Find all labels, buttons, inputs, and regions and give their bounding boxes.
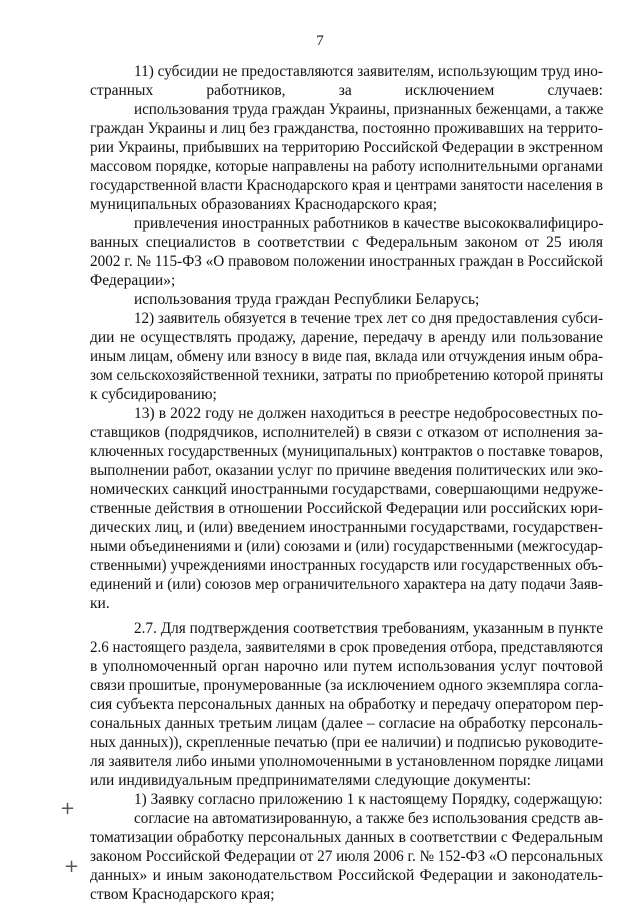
- text-line: сия субъекта персональных данных на обработку и передачу оператором пер-: [90, 696, 604, 713]
- text-line: дии не осуществлять продажу, дарение, передачу в аренду или пользование: [90, 329, 603, 346]
- text-line: ки.: [90, 595, 110, 612]
- text-line: ванных специалистов в соответствии с Федеральным законом от 25 июля: [90, 234, 603, 251]
- text-line: дических лиц, и (или) введением иностранными государствами, государствен-: [90, 519, 603, 536]
- text-line: 2002 г. № 115-ФЗ «О правовом положении иностранных граждан в Российской: [90, 253, 604, 270]
- text-line: привлечения иностранных работников в качестве высококвалифициро-: [134, 215, 604, 232]
- text-line: единений и (или) союзов мер ограничительного характера на дату подачи Заяв-: [90, 576, 603, 593]
- text-line: номических санкций иностранными государствами, совершающими недруже-: [90, 481, 604, 498]
- text-line: граждан Украины и лиц без гражданства, постоянно проживавших на террито-: [90, 120, 603, 137]
- text-line: сональных данных третьим лицам (далее – согласие на обработку персональ-: [90, 715, 603, 732]
- text-line: ственные действия в отношении Российской Федерации или российских юри-: [90, 500, 604, 517]
- text-line: согласие на автоматизированную, а также без использования средств ав-: [134, 810, 604, 827]
- text-line: выполнении работ, оказании услуг по причине введения политических или эко-: [90, 462, 603, 479]
- text-line: использования труда граждан Украины, признанных беженцами, а также: [134, 101, 604, 118]
- text-line: ственными) учреждениями иностранных государств или государственных объ-: [90, 557, 604, 574]
- text-line: к субсидированию;: [90, 386, 217, 403]
- text-line: рии Украины, прибывших на территорию Российской Федерации в экстренном: [90, 139, 603, 156]
- text-line: связи прошитые, пронумерованные (за исключением одного экземпляра согла-: [90, 677, 604, 694]
- text-line: ключенных государственных (муниципальных) контрактов о поставке товаров,: [90, 443, 603, 460]
- text-line: зом сельскохозяйственной техники, затраты по приобретению которой приняты: [90, 367, 604, 384]
- text-line: Федерации»;: [90, 272, 176, 289]
- text-line: 2.7. Для подтверждения соответствия требованиям, указанным в пункте: [134, 620, 603, 637]
- margin-cross-mark: +: [60, 798, 76, 819]
- text-line: 13) в 2022 году не должен находиться в реестре недобросовестных по-: [134, 405, 603, 422]
- text-line: 1) Заявку согласно приложению 1 к настоящему Порядку, содержащую:: [134, 791, 603, 808]
- text-line: ными объединениями и (или) союзами и (или) государственными (межгосудар-: [90, 538, 603, 555]
- page-number: 7: [316, 33, 324, 49]
- text-line: законом Российской Федерации от 27 июля 2006 г. № 152-ФЗ «О персональных: [90, 848, 604, 865]
- text-line: ных данных)), скрепленные печатью (при ее наличии) и подписью руководите-: [90, 734, 604, 751]
- text-line: данных» и иным законодательством Российской Федерации и законодатель-: [90, 867, 603, 884]
- text-line: в уполномоченный орган нарочно или путем использования услуг почтовой: [90, 658, 603, 675]
- text-line: томатизации обработку персональных данных в соответствии с Федеральным: [90, 829, 604, 846]
- text-line: иным лицам, обмену или взносу в виде пая, вклада или отчуждения иным обра-: [90, 348, 604, 365]
- text-line: ством Краснодарского края;: [90, 886, 275, 903]
- text-line: или индивидуальным предпринимателями следующие документы:: [90, 772, 531, 789]
- text-line: ставщиков (подрядчиков, исполнителей) в связи с отказом от исполнения за-: [90, 424, 603, 441]
- text-line: 11) субсидии не предоставляются заявителям, использующим труд ино-: [134, 63, 604, 80]
- text-line: использования труда граждан Республики Беларусь;: [134, 291, 480, 308]
- text-line: государственной власти Краснодарского края и центрами занятости населения в: [90, 177, 603, 194]
- text-line: ля заявителя либо иными уполномоченными в установленном порядке лицами: [90, 753, 604, 770]
- text-line: странных работников, за исключением случаев:: [90, 82, 603, 99]
- text-line: 2.6 настоящего раздела, заявителями в срок проведения отбора, представляются: [90, 639, 603, 656]
- text-line: 12) заявитель обязуется в течение трех лет со дня предоставления субси-: [134, 310, 603, 327]
- text-line: массовом порядке, которые направлены на работу исполнительными органами: [90, 158, 603, 175]
- text-line: муниципальных образованиях Краснодарского края;: [90, 196, 438, 213]
- margin-cross-mark: +: [64, 856, 80, 877]
